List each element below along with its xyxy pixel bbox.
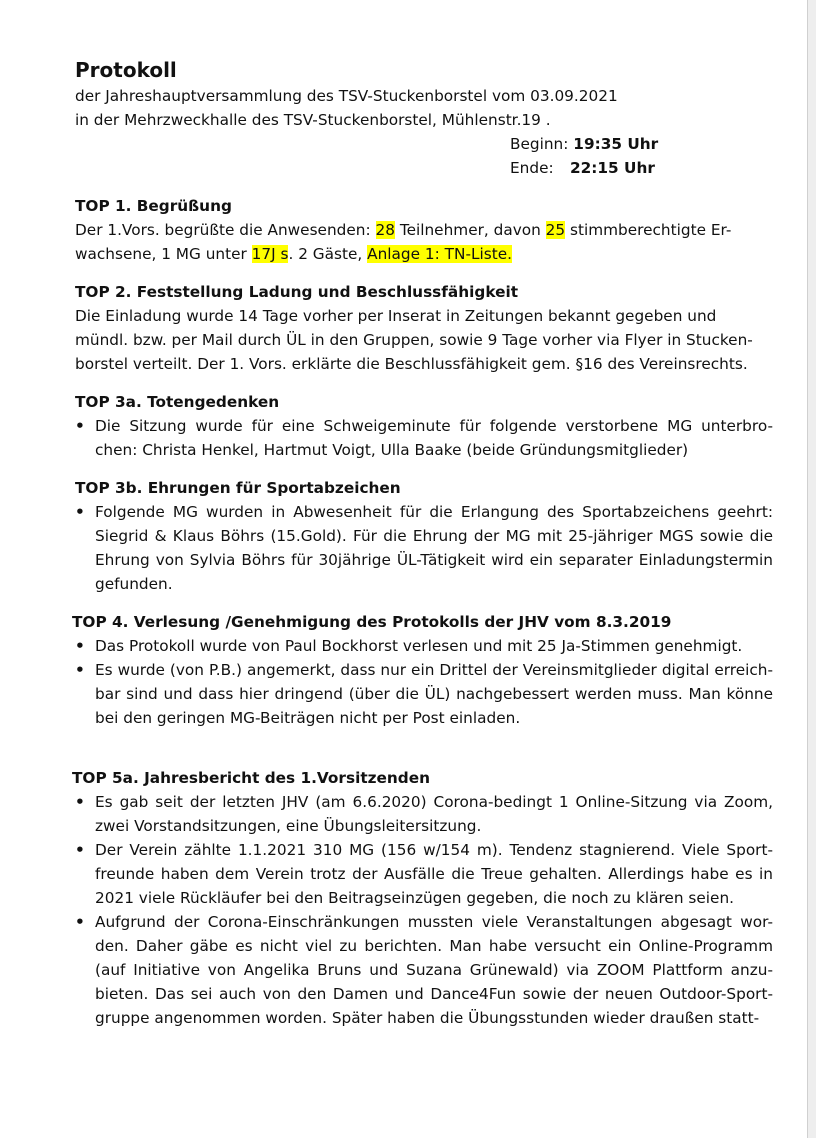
end-label: Ende:: [510, 159, 554, 177]
top1-text: wachsene, 1 MG unter: [75, 245, 252, 263]
top3a-heading: TOP 3a. Totengedenken: [75, 393, 280, 411]
top1-paragraph: [75, 218, 773, 266]
begin-label: Beginn:: [510, 135, 569, 153]
top5a-heading: TOP 5a. Jahresbericht des 1.Vorsitzenden: [72, 769, 431, 787]
top2-line-2: mündl. bzw. per Mail durch ÜL in den Gruppen, sowie 9 Tage vorher via Flyer in Stucken-: [75, 331, 753, 349]
list-item: • Es gab seit der letzten JHV (am 6.6.2020) Corona-bedingt 1 Online-Sitzung via Zoom, zwei Vorstandsitzungen, eine Übungsleitersitzung.: [75, 790, 773, 838]
document-body: [72, 56, 773, 1030]
top1-text: Teilnehmer, davon: [394, 221, 546, 239]
begin-time: 19:35 Uhr: [573, 135, 659, 153]
list-item: • Der Verein zählte 1.1.2021 310 MG (156 w/154 m). Tendenz stagnierend. Viele Sport-freunde haben dem Verein trotz der Ausfälle die Treue gehalten. Allerdings habe es in 2021 viele Rückläufer bei den Beitragseinzügen gegeben, die noch zu klären seien.: [75, 838, 773, 910]
top1-text: Der 1.Vors. begrüßte die Anwesenden:: [75, 221, 376, 239]
top4-heading: TOP 4. Verlesung /Genehmigung des Protokolls der JHV vom 8.3.2019: [72, 613, 672, 631]
document-title: Protokoll: [75, 58, 177, 82]
list-item: • Das Protokoll wurde von Paul Bockhorst verlesen und mit 25 Ja-Stimmen genehmigt.: [75, 634, 773, 658]
top1-heading: TOP 1. Begrüßung: [75, 197, 232, 215]
top1-highlight-voters: 25: [545, 221, 566, 239]
subtitle-line-1: der Jahreshauptversammlung des TSV-Stuckenborstel vom 03.09.2021: [75, 87, 618, 105]
top1-text: . 2 Gäste,: [288, 245, 368, 263]
list-item: • Folgende MG wurden in Abwesenheit für die Erlangung des Sportabzeichens geehrt: Siegrid & Klaus Böhrs (15.Gold). Für die Ehrung der MG mit 25-jähriger MGS sowie die Ehrung von Sylvia Böhrs für 30jährige ÜL-Tätigkeit wird ein separater Einladungstermin gefunden.: [75, 500, 773, 596]
top1-text: stimmberechtigte Er-: [565, 221, 732, 239]
top1-highlight-attachment: Anlage 1: TN-Liste.: [367, 245, 512, 263]
top5a-list: [75, 790, 773, 1030]
top4-list: [75, 634, 773, 730]
top1-highlight-attendees: 28: [375, 221, 395, 239]
page-edge: [807, 0, 816, 1138]
list-item: • Es wurde (von P.B.) angemerkt, dass nur ein Drittel der Vereinsmitglieder digital erreich-bar sind und dass hier dringend (über die ÜL) nachgebessert werden muss. Man könne bei den geringen MG-Beiträgen nicht per Post einladen.: [75, 658, 773, 730]
top2-heading: TOP 2. Feststellung Ladung und Beschlussfähigkeit: [75, 283, 519, 301]
top2-line-1: Die Einladung wurde 14 Tage vorher per Inserat in Zeitungen bekannt gegeben und: [75, 307, 717, 325]
top2-line-3: borstel verteilt. Der 1. Vors. erklärte die Beschlussfähigkeit gem. §16 des Vereinsrechts.: [75, 355, 748, 373]
list-item: • Die Sitzung wurde für eine Schweigeminute für folgende verstorbene MG unterbro-chen: Christa Henkel, Hartmut Voigt, Ulla Baake (beide Gründungsmitglieder): [75, 414, 773, 462]
top3b-list: [75, 500, 773, 596]
top3b-heading: TOP 3b. Ehrungen für Sportabzeichen: [75, 479, 401, 497]
subtitle-line-2: in der Mehrzweckhalle des TSV-Stuckenborstel, Mühlenstr.19 .: [75, 111, 551, 129]
end-time: 22:15 Uhr: [570, 159, 655, 177]
top3a-list: [75, 414, 773, 462]
list-item: • Aufgrund der Corona-Einschränkungen mussten viele Veranstaltungen abgesagt wor-den. Daher gäbe es nicht viel zu berichten. Man habe versucht ein Online-Programm (auf Initiative von Angelika Bruns und Suzana Grünewald) via ZOOM Plattform anzu-bieten. Das sei auch von den Damen und Dance4Fun sowie der neuen Outdoor-Sport-gruppe angenommen worden. Später haben die Übungsstunden wieder draußen statt-: [75, 910, 773, 1030]
top1-highlight-age: 17J s: [251, 245, 289, 263]
begin-time-row: [510, 132, 773, 156]
end-time-row: [510, 156, 773, 180]
